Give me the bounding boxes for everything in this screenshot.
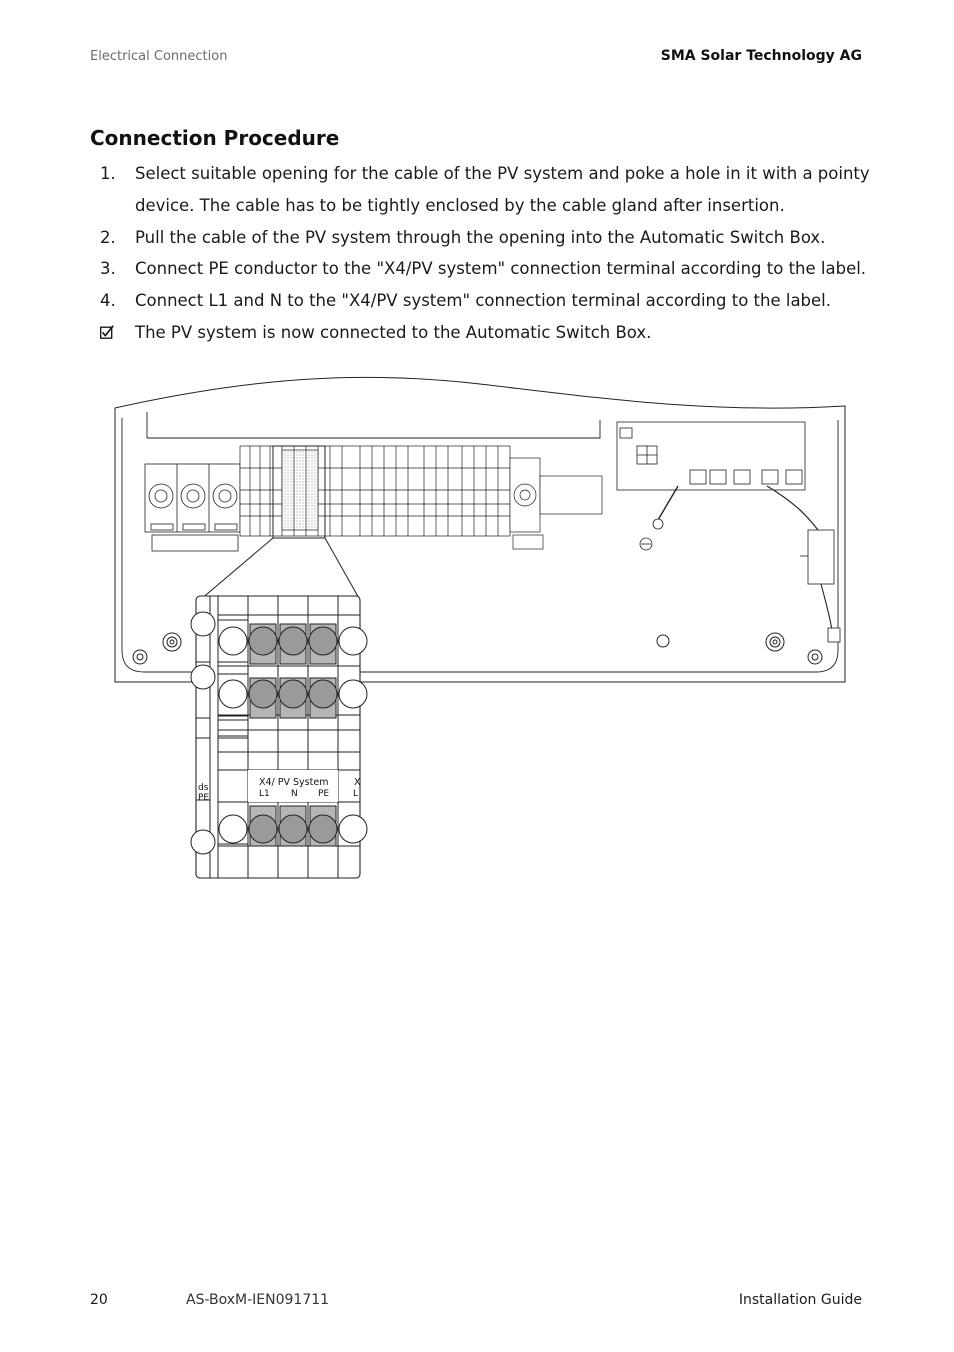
page-number: 20 [90, 1292, 108, 1308]
procedure-result [90, 317, 870, 349]
switch-box-wiring-diagram [110, 370, 852, 882]
zoom-terminal-label: X4/ PV System [259, 777, 329, 788]
checkbox-checked-icon [100, 325, 114, 339]
procedure-step [90, 222, 870, 254]
document-id: AS-BoxM-IEN091711 [186, 1292, 330, 1308]
fuse-holders [145, 464, 240, 551]
result-text: The PV system is now connected to the Automatic Switch Box. [135, 322, 652, 342]
procedure-step [90, 253, 870, 285]
step-number: 3. [100, 259, 116, 279]
step-text: Pull the cable of the PV system through the opening into the Automatic Switch Box. [135, 227, 826, 247]
procedure-steps [90, 158, 870, 349]
zoom-detail [191, 596, 367, 878]
zoom-left-fragment-1: ds [198, 783, 209, 793]
zoom-terminal-l1: L1 [259, 789, 270, 799]
step-number: 1. [100, 164, 116, 183]
procedure-step [90, 158, 870, 222]
zoom-left-fragment-2: PE [198, 793, 210, 803]
step-text: Connect L1 and N to the "X4/PV system" connection terminal according to the label. [135, 291, 832, 311]
zoom-terminal-n: N [291, 789, 298, 799]
zoom-right-fragment-2: L [353, 789, 359, 799]
step-number: 4. [100, 291, 116, 311]
document-type: Installation Guide [738, 1292, 862, 1308]
step-number: 2. [100, 227, 116, 247]
step-text: Select suitable opening for the cable of the PV system and poke a hole in it with a pointy device. The cable has to be tightly enclosed by the cable gland after insertion. [135, 164, 870, 215]
header-company-name: SMA Solar Technology AG [660, 48, 862, 64]
zoom-right-fragment-1: X [354, 777, 361, 788]
header-section-title: Electrical Connection [90, 49, 228, 64]
step-text: Connect PE conductor to the "X4/PV system" connection terminal according to the label. [135, 259, 867, 279]
zoom-terminal-pe: PE [318, 789, 330, 799]
section-heading: Connection Procedure [90, 126, 340, 150]
procedure-step [90, 285, 870, 317]
